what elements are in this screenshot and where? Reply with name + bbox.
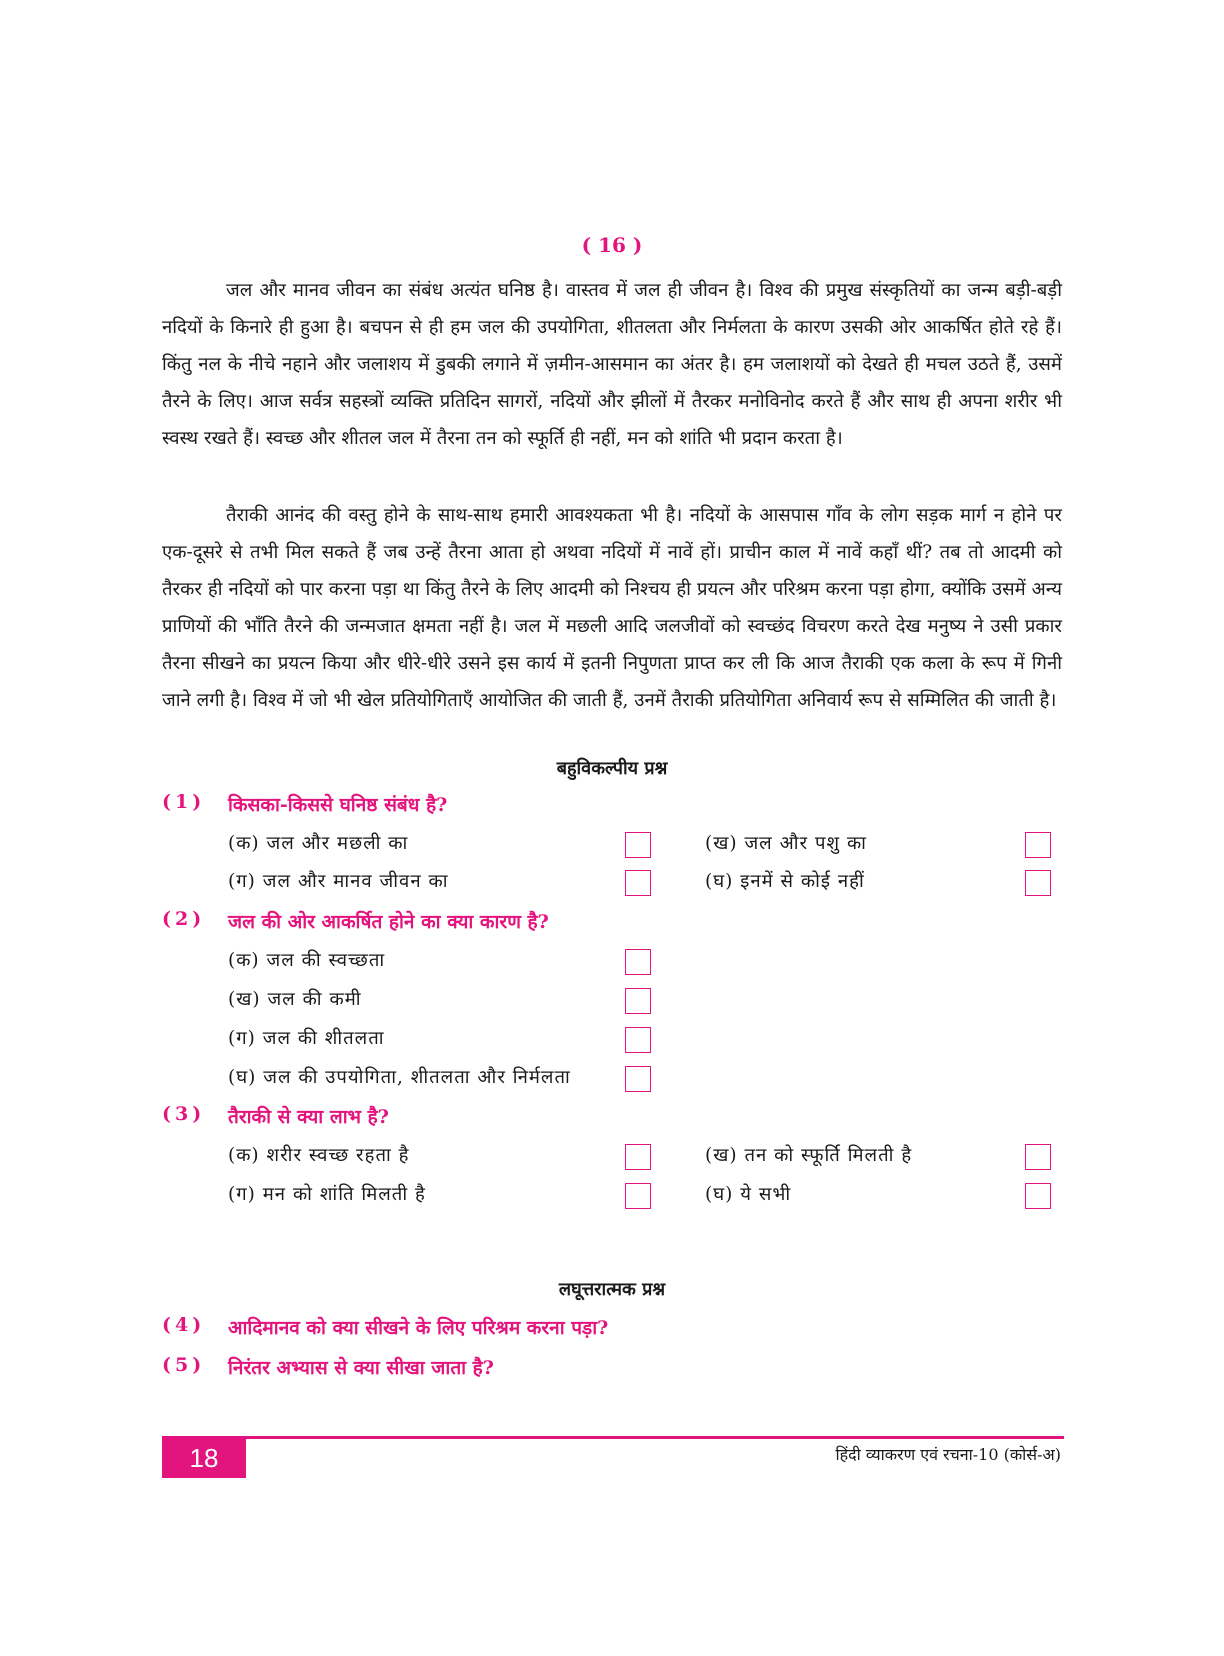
question-text: आदिमानव को क्या सीखने के लिए परिश्रम करना पड़ा? <box>228 1317 609 1339</box>
answer-checkbox[interactable] <box>625 1183 651 1209</box>
option-label: (क) शरीर स्वच्छ रहता है <box>228 1145 410 1166</box>
option-label: (घ) ये सभी <box>705 1184 792 1205</box>
answer-checkbox[interactable] <box>1025 832 1051 858</box>
page-number: 18 <box>162 1438 246 1478</box>
option-label: (घ) इनमें से कोई नहीं <box>705 871 865 892</box>
question-number: (2) <box>162 908 206 930</box>
option-label: (क) जल की स्वच्छता <box>228 950 386 971</box>
question-number: (5) <box>162 1354 206 1376</box>
option-label: (ग) जल की शीतलता <box>228 1028 385 1049</box>
passage-paragraph: तैराकी आनंद की वस्तु होने के साथ-साथ हमारी आवश्यकता भी है। नदियों के आसपास गाँव के लोग सड़क मार्ग न होने पर एक-दूसरे से तभी मिल सकते हैं जब उन्हें तैरना आता हो अथवा नदियों में नावें हों। प्राचीन काल में नावें कहाँ थीं? तब तो आदमी को तैरकर ही नदियों को पार करना पड़ा था किंतु तैरने के लिए आदमी को निश्चय ही प्रयत्न और परिश्रम करना पड़ा होगा, क्योंकि उसमें अन्य प्राणियों की भाँति तैरने की जन्मजात क्षमता नहीं है। जल में मछली आदि जलजीवों को स्वच्छंद विचरण करते देख मनुष्य ने उसी प्रकार तैरना सीखने का प्रयत्न किया और धीरे-धीरे उसने इस कार्य में इतनी निपुणता प्राप्त कर ली कि आज तैराकी एक कला के रूप में गिनी जाने लगी है। विश्व में जो भी खेल प्रतियोगिताएँ आयोजित की जाती हैं, उनमें तैराकी प्रतियोगिता अनिवार्य रूप से सम्मिलित की जाती है। <box>162 505 1062 711</box>
question-number: (3) <box>162 1103 206 1125</box>
answer-checkbox[interactable] <box>625 1066 651 1092</box>
option-label: (ख) जल की कमी <box>228 989 362 1010</box>
option-label: (घ) जल की उपयोगिता, शीतलता और निर्मलता <box>228 1067 571 1088</box>
answer-checkbox[interactable] <box>1025 1183 1051 1209</box>
answer-checkbox[interactable] <box>625 949 651 975</box>
question-number: (1) <box>162 791 206 813</box>
option-label: (ग) जल और मानव जीवन का <box>228 871 449 892</box>
answer-checkbox[interactable] <box>625 988 651 1014</box>
question-text: जल की ओर आकर्षित होने का क्या कारण है? <box>228 911 549 933</box>
passage-number: ( 16 ) <box>581 233 643 257</box>
option-label: (ग) मन को शांति मिलती है <box>228 1184 426 1205</box>
answer-checkbox[interactable] <box>1025 870 1051 896</box>
answer-checkbox[interactable] <box>625 832 651 858</box>
mcq-section-title: बहुविकल्पीय प्रश्न <box>556 758 668 779</box>
short-answer-section-title: लघूत्तरात्मक प्रश्न <box>558 1279 666 1300</box>
question-number: (4) <box>162 1314 206 1336</box>
footer-divider <box>162 1436 1064 1439</box>
answer-checkbox[interactable] <box>1025 1144 1051 1170</box>
question-text: किसका-किससे घनिष्ठ संबंध है? <box>228 794 448 816</box>
answer-checkbox[interactable] <box>625 1144 651 1170</box>
option-label: (ख) तन को स्फूर्ति मिलती है <box>705 1145 913 1166</box>
option-label: (ख) जल और पशु का <box>705 833 867 854</box>
book-title: हिंदी व्याकरण एवं रचना-10 (कोर्स-अ) <box>835 1445 1061 1464</box>
answer-checkbox[interactable] <box>625 870 651 896</box>
question-text: निरंतर अभ्यास से क्या सीखा जाता है? <box>228 1357 494 1379</box>
option-label: (क) जल और मछली का <box>228 833 409 854</box>
passage-paragraph: जल और मानव जीवन का संबंध अत्यंत घनिष्ठ है। वास्तव में जल ही जीवन है। विश्व की प्रमुख संस्कृतियों का जन्म बड़ी-बड़ी नदियों के किनारे ही हुआ है। बचपन से ही हम जल की उपयोगिता, शीतलता और निर्मलता के कारण उसकी ओर आकर्षित होते रहे हैं। किंतु नल के नीचे नहाने और जलाशय में डुबकी लगाने में ज़मीन-आसमान का अंतर है। हम जलाशयों को देखते ही मचल उठते हैं, उसमें तैरने के लिए। आज सर्वत्र सहस्त्रों व्यक्ति प्रतिदिन सागरों, नदियों और झीलों में तैरकर मनोविनोद करते हैं और साथ ही अपना शरीर भी स्वस्थ रखते हैं। स्वच्छ और शीतल जल में तैरना तन को स्फूर्ति ही नहीं, मन को शांति भी प्रदान करता है। <box>162 280 1063 449</box>
answer-checkbox[interactable] <box>625 1027 651 1053</box>
question-text: तैराकी से क्या लाभ है? <box>228 1106 389 1128</box>
